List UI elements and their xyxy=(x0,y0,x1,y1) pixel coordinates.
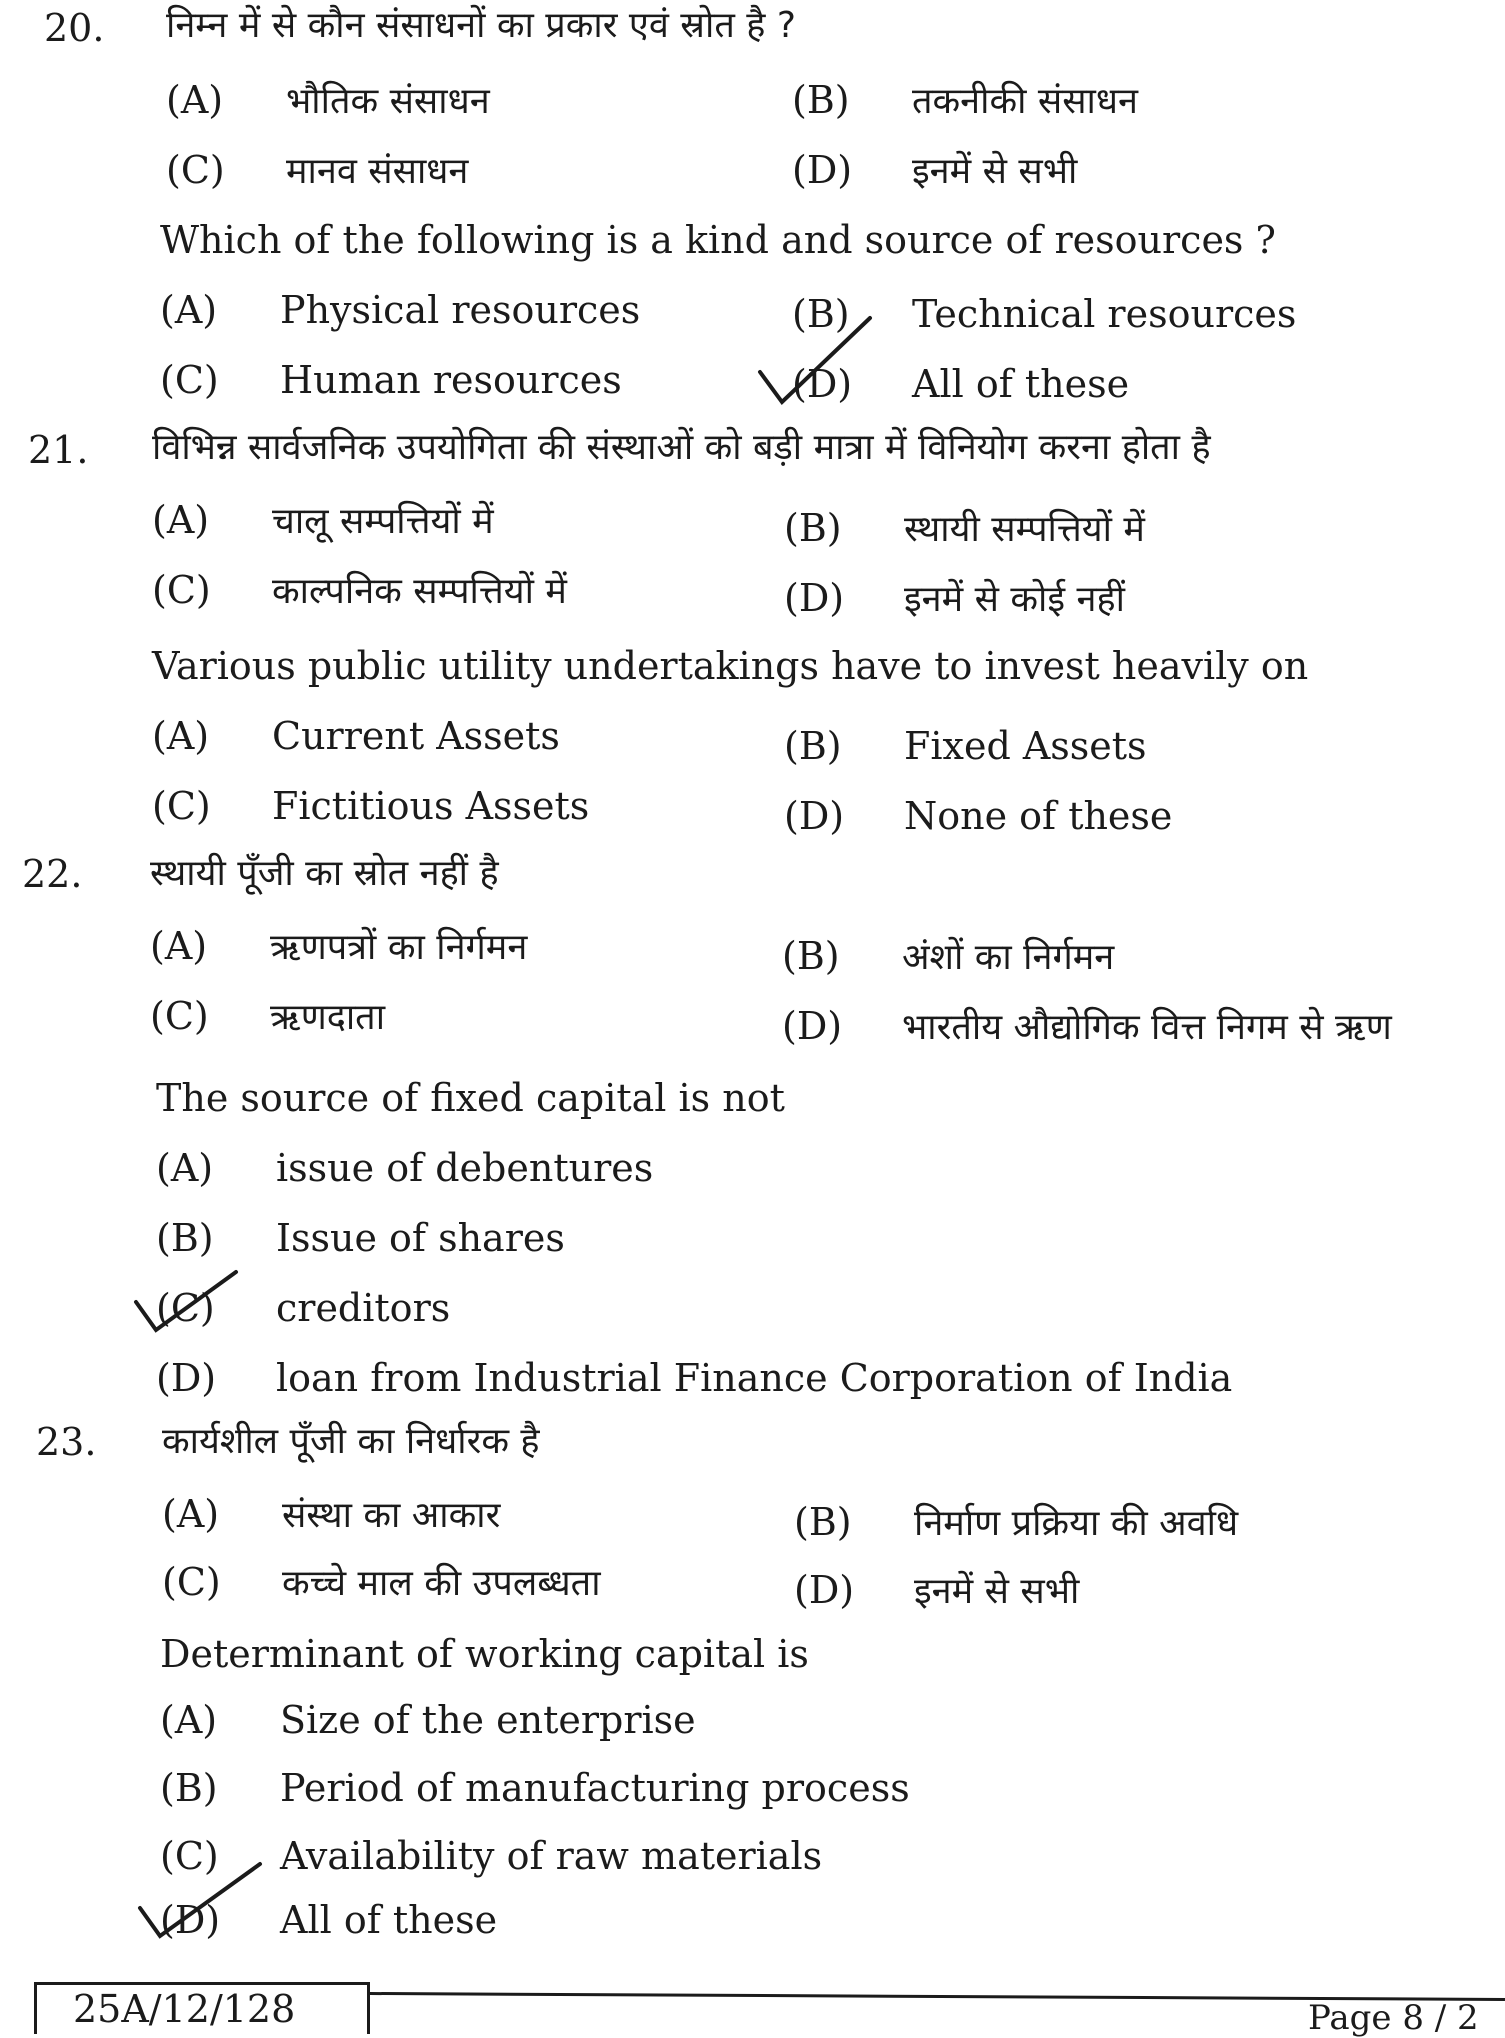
q23-hindi-option-b xyxy=(794,1500,1238,1546)
question-20-english: Which of the following is a kind and source of resources ? xyxy=(160,218,1276,262)
option-text: इनमें से सभी xyxy=(914,1571,1080,1612)
question-21-hindi: विभिन्न सार्वजनिक उपयोगिता की संस्थाओं को बड़ी मात्रा में विनियोग करना होता है xyxy=(152,427,1211,468)
option-label: (B) xyxy=(782,934,840,978)
option-label: (D) xyxy=(784,794,845,838)
q20-english-option-a xyxy=(160,288,640,332)
option-label: (B) xyxy=(792,292,850,336)
option-label: (D) xyxy=(782,1004,843,1048)
option-text: अंशों का निर्गमन xyxy=(902,937,1115,978)
q22-english-option-c xyxy=(156,1286,450,1330)
q22-english-option-d xyxy=(156,1356,1232,1400)
option-text: संस्था का आकार xyxy=(282,1495,501,1536)
option-label: (C) xyxy=(162,1560,221,1604)
option-label: (A) xyxy=(162,1492,220,1536)
question-20-hindi: निम्न में से कौन संसाधनों का प्रकार एवं स्रोत है ? xyxy=(166,5,796,46)
option-text: loan from Industrial Finance Corporation of India xyxy=(276,1356,1233,1400)
q21-hindi-option-b xyxy=(784,506,1145,552)
option-text: काल्पनिक सम्पत्तियों में xyxy=(272,571,567,612)
paper-code-box xyxy=(34,1982,370,2034)
option-text: ऋणदाता xyxy=(270,997,386,1038)
option-text: मानव संसाधन xyxy=(286,151,469,192)
option-text: इनमें से कोई नहीं xyxy=(904,579,1125,620)
q20-hindi-option-c xyxy=(166,148,468,194)
option-label: (B) xyxy=(784,724,842,768)
option-label: (B) xyxy=(160,1766,218,1810)
question-23-hindi: कार्यशील पूँजी का निर्धारक है xyxy=(162,1421,540,1462)
option-text: कच्चे माल की उपलब्धता xyxy=(282,1563,601,1604)
q21-english-option-d xyxy=(784,794,1172,838)
q21-english-option-c xyxy=(152,784,589,828)
question-23-number: 23. xyxy=(36,1420,97,1464)
option-label: (A) xyxy=(160,1698,218,1742)
option-label: (A) xyxy=(156,1146,214,1190)
q22-english-option-b xyxy=(156,1216,565,1260)
option-label: (A) xyxy=(160,288,218,332)
option-label: (C) xyxy=(150,994,209,1038)
q20-hindi-option-d xyxy=(792,148,1077,194)
option-text: Physical resources xyxy=(280,288,641,332)
option-text: Availability of raw materials xyxy=(280,1834,823,1878)
question-23-english: Determinant of working capital is xyxy=(160,1632,809,1676)
option-text: Size of the enterprise xyxy=(280,1698,696,1742)
option-label: (A) xyxy=(150,924,208,968)
q20-english-option-c xyxy=(160,358,622,402)
option-label: (A) xyxy=(152,714,210,758)
q23-hindi-option-a xyxy=(162,1492,500,1538)
question-22-english: The source of fixed capital is not xyxy=(156,1076,785,1120)
option-text: All of these xyxy=(280,1898,498,1942)
option-label: (B) xyxy=(784,506,842,550)
q20-hindi-option-a xyxy=(166,78,490,124)
option-text: issue of debentures xyxy=(276,1146,654,1190)
q23-english-option-b xyxy=(160,1766,910,1810)
q20-english-option-d xyxy=(792,362,1129,406)
q22-hindi-option-d xyxy=(782,1004,1392,1050)
option-text: None of these xyxy=(904,794,1173,838)
option-text: भारतीय औद्योगिक वित्त निगम से ऋण xyxy=(902,1007,1392,1048)
option-label: (C) xyxy=(156,1286,215,1330)
option-label: (C) xyxy=(160,358,219,402)
option-label: (D) xyxy=(794,1568,855,1612)
q23-english-option-c xyxy=(160,1834,822,1878)
option-text: Fixed Assets xyxy=(904,724,1147,768)
option-label: (D) xyxy=(784,576,845,620)
option-label: (B) xyxy=(792,78,850,122)
option-label: (C) xyxy=(160,1834,219,1878)
option-label: (B) xyxy=(156,1216,214,1260)
option-text: इनमें से सभी xyxy=(912,151,1078,192)
q22-hindi-option-b xyxy=(782,934,1114,980)
q22-hindi-option-c xyxy=(150,994,385,1040)
option-label: (D) xyxy=(792,362,853,406)
option-label: (A) xyxy=(166,78,224,122)
question-22-hindi: स्थायी पूँजी का स्रोत नहीं है xyxy=(150,853,499,894)
q23-english-option-a xyxy=(160,1698,696,1742)
q22-english-option-a xyxy=(156,1146,653,1190)
option-text: Human resources xyxy=(280,358,622,402)
q23-english-option-d xyxy=(160,1898,497,1942)
q20-english-option-b xyxy=(792,292,1296,336)
q21-hindi-option-a xyxy=(152,498,494,544)
option-text: Fictitious Assets xyxy=(272,784,590,828)
paper-code: 25A/12/128 xyxy=(73,1987,296,2031)
option-text: निर्माण प्रक्रिया की अवधि xyxy=(914,1503,1239,1544)
question-21-english: Various public utility undertakings have to invest heavily on xyxy=(152,644,1309,688)
q21-hindi-option-d xyxy=(784,576,1125,622)
option-label: (A) xyxy=(152,498,210,542)
question-20-number: 20. xyxy=(44,6,105,50)
option-text: Current Assets xyxy=(272,714,560,758)
q21-english-option-b xyxy=(784,724,1147,768)
option-label: (B) xyxy=(794,1500,852,1544)
option-text: creditors xyxy=(276,1286,451,1330)
q20-hindi-option-b xyxy=(792,78,1138,124)
option-text: Technical resources xyxy=(912,292,1297,336)
question-22-number: 22. xyxy=(22,852,83,896)
option-text: All of these xyxy=(912,362,1130,406)
option-text: Period of manufacturing process xyxy=(280,1766,910,1810)
q21-english-option-a xyxy=(152,714,560,758)
option-label: (D) xyxy=(160,1898,221,1942)
option-text: ऋणपत्रों का निर्गमन xyxy=(270,927,528,968)
option-label: (D) xyxy=(156,1356,217,1400)
option-label: (C) xyxy=(152,784,211,828)
q23-hindi-option-c xyxy=(162,1560,601,1606)
option-text: स्थायी सम्पत्तियों में xyxy=(904,509,1145,550)
question-21-number: 21. xyxy=(28,428,89,472)
option-text: चालू सम्पत्तियों में xyxy=(272,501,494,542)
option-label: (D) xyxy=(792,148,853,192)
option-label: (C) xyxy=(166,148,225,192)
option-text: भौतिक संसाधन xyxy=(286,81,490,122)
q23-hindi-option-d xyxy=(794,1568,1079,1614)
q21-hindi-option-c xyxy=(152,568,567,614)
option-label: (C) xyxy=(152,568,211,612)
q22-hindi-option-a xyxy=(150,924,527,970)
option-text: तकनीकी संसाधन xyxy=(912,81,1139,122)
option-text: Issue of shares xyxy=(276,1216,565,1260)
page-number: Page 8 / 2 xyxy=(1308,1998,1479,2038)
